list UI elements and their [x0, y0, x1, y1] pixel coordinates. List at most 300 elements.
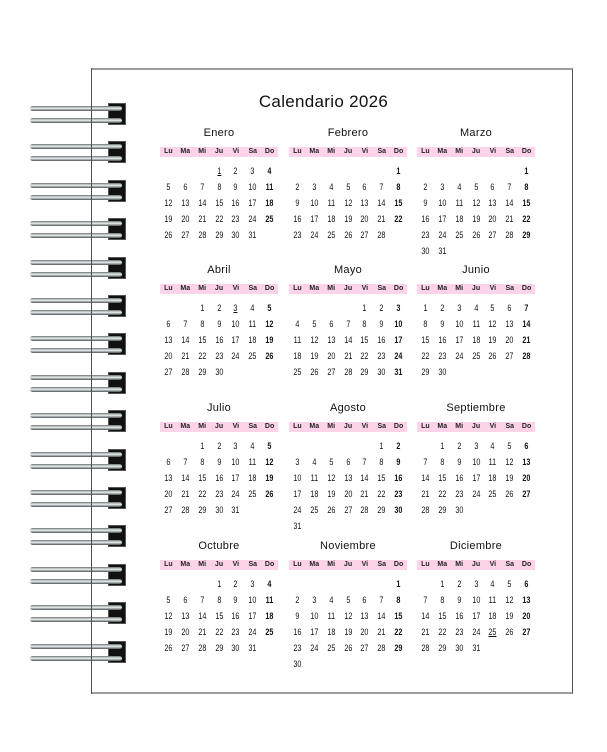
- weekday-label: Lu: [421, 423, 430, 430]
- day-cell: 29: [394, 643, 403, 653]
- binding-ring: [30, 220, 125, 240]
- day-cell: 28: [377, 643, 386, 653]
- weekday-header: [160, 560, 278, 570]
- day-cell: 25: [327, 643, 336, 653]
- day-cell: 26: [344, 643, 353, 653]
- day-cell: 26: [164, 230, 173, 240]
- day-cell: [503, 642, 516, 658]
- day-cell: 16: [394, 473, 403, 483]
- day-cell: 6: [524, 441, 529, 451]
- day-cell: 18: [488, 473, 497, 483]
- day-cell: 28: [181, 367, 190, 377]
- day-cell: 14: [181, 335, 190, 345]
- day-grid: [160, 578, 278, 658]
- day-cell: 19: [164, 627, 173, 637]
- day-cell: 27: [164, 367, 173, 377]
- weekday-label: Do: [521, 148, 532, 155]
- day-cell: [486, 366, 499, 382]
- day-cell: 4: [490, 441, 495, 451]
- weekday-label: Sa: [505, 285, 514, 292]
- weekday-label: Ju: [471, 561, 481, 568]
- day-cell: 10: [231, 319, 240, 329]
- day-cell: 19: [472, 214, 481, 224]
- day-cell: 3: [312, 182, 317, 192]
- day-cell: [324, 658, 337, 674]
- day-cell: 9: [295, 611, 300, 621]
- week-row: [417, 626, 535, 642]
- month-febrero: [289, 126, 407, 245]
- day-cell: 27: [327, 367, 336, 377]
- day-cell: 31: [394, 367, 403, 377]
- day-cell: 17: [310, 214, 319, 224]
- weekday-label: Vi: [232, 423, 240, 430]
- weekday-label: Ma: [180, 148, 191, 155]
- day-cell: [392, 520, 405, 536]
- day-cell: 14: [181, 473, 190, 483]
- day-grid: [289, 165, 407, 245]
- day-cell: 1: [217, 579, 222, 589]
- day-cell: [246, 366, 259, 382]
- day-cell: 18: [327, 627, 336, 637]
- day-cell: 8: [396, 595, 401, 605]
- weekday-label: Ju: [214, 423, 224, 430]
- day-cell: 12: [327, 473, 336, 483]
- week-row: [289, 504, 407, 520]
- day-cell: 5: [166, 182, 171, 192]
- month-name: Marzo: [459, 127, 493, 139]
- day-cell: 17: [310, 627, 319, 637]
- day-cell: [503, 366, 516, 382]
- day-cell: 9: [233, 182, 238, 192]
- ring-wire: [30, 221, 122, 226]
- day-cell: 15: [215, 611, 224, 621]
- weekday-label: Mi: [327, 148, 336, 155]
- day-cell: [162, 440, 175, 456]
- day-cell: 27: [522, 627, 531, 637]
- day-cell: 17: [248, 611, 257, 621]
- day-cell: 14: [198, 611, 207, 621]
- day-cell: 26: [488, 351, 497, 361]
- ring-wire: [30, 464, 122, 469]
- day-grid: [160, 440, 278, 520]
- weekday-label: Ma: [309, 285, 320, 292]
- weekday-label: Ma: [180, 561, 191, 568]
- day-cell: 21: [377, 627, 386, 637]
- week-row: [289, 440, 407, 456]
- week-row: [289, 366, 407, 382]
- weekday-label: Vi: [489, 148, 497, 155]
- month-name: Abril: [207, 264, 231, 276]
- weekday-label: Do: [521, 285, 532, 292]
- ring-wire: [30, 156, 122, 161]
- day-cell: 21: [421, 627, 430, 637]
- day-cell: 12: [265, 319, 274, 329]
- page-left-edge: [91, 68, 92, 694]
- week-row: [289, 578, 407, 594]
- day-cell: 28: [421, 643, 430, 653]
- week-row: [160, 642, 278, 658]
- weekday-label: Vi: [489, 285, 497, 292]
- day-cell: 1: [396, 166, 401, 176]
- week-row: [417, 456, 535, 472]
- weekday-header: [160, 422, 278, 432]
- day-cell: 10: [438, 198, 447, 208]
- day-cell: 4: [474, 303, 479, 313]
- day-cell: 3: [295, 457, 300, 467]
- ring-wire: [30, 617, 122, 622]
- day-cell: 18: [488, 611, 497, 621]
- week-row: [417, 197, 535, 213]
- day-cell: 19: [310, 351, 319, 361]
- week-row: [417, 350, 535, 366]
- day-cell: 10: [310, 611, 319, 621]
- weekday-label: Do: [264, 423, 275, 430]
- day-cell: [452, 245, 465, 261]
- month-name: Junio: [462, 264, 490, 276]
- week-row: [160, 213, 278, 229]
- day-cell: 1: [379, 441, 384, 451]
- binding-ring: [30, 643, 125, 663]
- day-cell: 23: [231, 627, 240, 637]
- day-cell: 3: [312, 595, 317, 605]
- day-cell: 24: [248, 214, 257, 224]
- day-cell: 5: [346, 182, 351, 192]
- ring-wire: [30, 310, 122, 315]
- day-cell: 30: [293, 659, 302, 669]
- day-cell: 27: [344, 505, 353, 515]
- ring-wire: [30, 413, 122, 418]
- day-cell: 5: [346, 595, 351, 605]
- day-cell: 6: [183, 182, 188, 192]
- day-cell: 17: [394, 335, 403, 345]
- day-cell: 29: [421, 367, 430, 377]
- weekday-label: Vi: [489, 561, 497, 568]
- day-cell: [520, 504, 533, 520]
- day-cell: 4: [295, 319, 300, 329]
- day-cell: 23: [438, 351, 447, 361]
- day-cell: 3: [250, 166, 255, 176]
- day-cell: 5: [267, 441, 272, 451]
- day-cell: 12: [488, 319, 497, 329]
- weekday-label: Ma: [180, 285, 191, 292]
- day-cell: 14: [198, 198, 207, 208]
- day-cell: 12: [505, 595, 514, 605]
- day-cell: 13: [164, 473, 173, 483]
- day-cell: 2: [217, 441, 222, 451]
- weekday-label: Ma: [437, 148, 448, 155]
- day-cell: 28: [522, 351, 531, 361]
- day-cell: [263, 504, 276, 520]
- day-cell: 22: [394, 627, 403, 637]
- week-row: [289, 520, 407, 536]
- day-cell: 14: [421, 473, 430, 483]
- week-row: [417, 504, 535, 520]
- day-cell: [375, 658, 388, 674]
- day-cell: 3: [457, 303, 462, 313]
- day-cell: 1: [440, 441, 445, 451]
- day-cell: [179, 302, 192, 318]
- day-cell: 21: [181, 351, 190, 361]
- week-row: [160, 488, 278, 504]
- day-cell: 31: [248, 643, 257, 653]
- day-cell: 8: [396, 182, 401, 192]
- weekday-label: Mi: [198, 285, 207, 292]
- week-row: [289, 610, 407, 626]
- day-cell: [375, 578, 388, 594]
- day-cell: 3: [474, 441, 479, 451]
- weekday-label: Ma: [309, 148, 320, 155]
- weekday-label: Sa: [248, 148, 257, 155]
- weekday-header: [417, 422, 535, 432]
- binding-ring: [30, 566, 125, 586]
- day-cell: 18: [265, 611, 274, 621]
- weekday-label: Lu: [164, 423, 173, 430]
- day-cell: [452, 366, 465, 382]
- day-cell: [358, 520, 371, 536]
- day-cell: 22: [198, 489, 207, 499]
- day-cell: 22: [438, 489, 447, 499]
- week-row: [417, 245, 535, 261]
- weekday-label: Mi: [327, 285, 336, 292]
- day-cell: 16: [455, 473, 464, 483]
- day-cell: [179, 165, 192, 181]
- month-name: Septiembre: [446, 402, 506, 414]
- day-cell: 8: [362, 319, 367, 329]
- day-cell: 24: [455, 351, 464, 361]
- day-cell: 7: [362, 457, 367, 467]
- day-cell: 16: [377, 335, 386, 345]
- weekday-label: Mi: [198, 423, 207, 430]
- week-row: [289, 165, 407, 181]
- weekday-label: Lu: [164, 561, 173, 568]
- month-octubre: [160, 539, 278, 658]
- day-cell: 2: [396, 441, 401, 451]
- day-cell: 20: [164, 489, 173, 499]
- ring-wire: [30, 118, 122, 123]
- day-grid: [417, 440, 535, 520]
- weekday-label: Do: [393, 285, 404, 292]
- day-cell: 24: [438, 230, 447, 240]
- day-cell: 2: [295, 595, 300, 605]
- day-cell: 24: [472, 627, 481, 637]
- day-cell: 23: [231, 214, 240, 224]
- weekday-label: Ma: [309, 423, 320, 430]
- binding-ring: [30, 335, 125, 355]
- day-cell: 9: [423, 198, 428, 208]
- binding-ring: [30, 604, 125, 624]
- ring-wire: [30, 298, 122, 303]
- day-cell: 5: [329, 457, 334, 467]
- weekday-label: Mi: [198, 148, 207, 155]
- week-row: [289, 197, 407, 213]
- ring-wire: [30, 567, 122, 572]
- day-cell: 24: [310, 643, 319, 653]
- weekday-label: Do: [264, 148, 275, 155]
- day-cell: 27: [360, 643, 369, 653]
- day-cell: 8: [200, 319, 205, 329]
- day-cell: 21: [421, 489, 430, 499]
- day-cell: 30: [231, 643, 240, 653]
- day-cell: 17: [472, 473, 481, 483]
- ring-wire: [30, 540, 122, 545]
- day-cell: 13: [488, 198, 497, 208]
- day-cell: 9: [295, 198, 300, 208]
- week-row: [417, 366, 535, 382]
- day-cell: 18: [265, 198, 274, 208]
- week-row: [289, 181, 407, 197]
- weekday-label: Ma: [437, 561, 448, 568]
- month-name: Mayo: [333, 264, 363, 276]
- day-cell: 29: [215, 230, 224, 240]
- day-cell: 14: [505, 198, 514, 208]
- week-row: [160, 594, 278, 610]
- day-cell: [291, 578, 304, 594]
- week-row: [160, 229, 278, 245]
- day-cell: 27: [181, 643, 190, 653]
- weekday-label: Lu: [293, 423, 302, 430]
- day-cell: [520, 366, 533, 382]
- day-cell: 23: [455, 627, 464, 637]
- day-cell: [436, 165, 449, 181]
- weekday-label: Ma: [437, 423, 448, 430]
- ring-wire: [30, 144, 122, 149]
- day-cell: 26: [310, 367, 319, 377]
- day-cell: 14: [522, 319, 531, 329]
- month-enero: [160, 126, 278, 245]
- day-cell: [291, 302, 304, 318]
- week-row: [289, 488, 407, 504]
- week-row: [160, 440, 278, 456]
- binding-ring: [30, 374, 125, 394]
- day-cell: 9: [457, 595, 462, 605]
- ring-wire: [30, 272, 122, 277]
- weekday-header: [417, 284, 535, 294]
- weekday-label: Vi: [361, 285, 369, 292]
- day-cell: [486, 165, 499, 181]
- day-cell: 10: [310, 198, 319, 208]
- day-cell: [358, 658, 371, 674]
- day-cell: 21: [344, 351, 353, 361]
- binding-ring: [30, 143, 125, 163]
- day-cell: 14: [421, 611, 430, 621]
- day-cell: 21: [377, 214, 386, 224]
- weekday-label: Do: [393, 423, 404, 430]
- day-cell: 15: [198, 473, 207, 483]
- day-cell: 15: [438, 611, 447, 621]
- day-cell: 2: [457, 441, 462, 451]
- day-cell: 15: [215, 198, 224, 208]
- day-cell: 17: [248, 198, 257, 208]
- day-cell: 25: [455, 230, 464, 240]
- weekday-label: Ju: [343, 561, 353, 568]
- binding-ring: [30, 105, 125, 125]
- day-cell: 2: [440, 303, 445, 313]
- day-cell: 2: [457, 579, 462, 589]
- day-cell: [358, 440, 371, 456]
- weekday-label: Lu: [421, 148, 430, 155]
- weekday-label: Ju: [343, 423, 353, 430]
- day-cell: 28: [360, 505, 369, 515]
- day-cell: 4: [457, 182, 462, 192]
- day-cell: 16: [421, 214, 430, 224]
- weekday-header: [160, 147, 278, 157]
- day-cell: 21: [505, 214, 514, 224]
- weekday-header: [160, 284, 278, 294]
- day-cell: 26: [505, 627, 514, 637]
- day-cell: 11: [489, 457, 497, 467]
- week-row: [160, 504, 278, 520]
- week-row: [289, 334, 407, 350]
- day-cell: 17: [293, 489, 302, 499]
- week-row: [289, 229, 407, 245]
- day-cell: 8: [200, 457, 205, 467]
- day-cell: 19: [265, 473, 274, 483]
- weekday-label: Sa: [377, 285, 386, 292]
- day-cell: 20: [344, 489, 353, 499]
- day-cell: 24: [231, 489, 240, 499]
- day-cell: 15: [438, 473, 447, 483]
- day-cell: 9: [440, 319, 445, 329]
- day-grid: [160, 165, 278, 245]
- day-cell: 5: [507, 441, 512, 451]
- day-grid: [289, 578, 407, 674]
- day-cell: 16: [293, 627, 302, 637]
- day-cell: 10: [455, 319, 464, 329]
- ring-wire: [30, 195, 122, 200]
- weekday-label: Vi: [232, 561, 240, 568]
- day-cell: 29: [377, 505, 386, 515]
- day-cell: 1: [440, 579, 445, 589]
- day-cell: 31: [438, 246, 447, 256]
- day-cell: 5: [474, 182, 479, 192]
- day-cell: 23: [394, 489, 403, 499]
- binding-ring: [30, 527, 125, 547]
- day-cell: [162, 302, 175, 318]
- day-cell: 9: [233, 595, 238, 605]
- day-cell: 6: [166, 319, 171, 329]
- day-cell: 6: [362, 595, 367, 605]
- day-cell: 30: [377, 367, 386, 377]
- day-cell: 2: [233, 166, 238, 176]
- month-name: Diciembre: [449, 540, 503, 552]
- day-cell: 6: [166, 457, 171, 467]
- day-cell: 13: [327, 335, 336, 345]
- weekday-label: Sa: [248, 285, 257, 292]
- day-grid: [417, 578, 535, 658]
- day-cell: 7: [200, 182, 205, 192]
- week-row: [160, 318, 278, 334]
- month-name: Julio: [206, 402, 232, 414]
- day-cell: 10: [472, 595, 481, 605]
- weekday-label: Ju: [214, 285, 224, 292]
- day-cell: 28: [344, 367, 353, 377]
- day-cell: 15: [394, 611, 403, 621]
- weekday-label: Vi: [489, 423, 497, 430]
- day-cell: 20: [360, 214, 369, 224]
- day-cell: [195, 165, 208, 181]
- weekday-label: Ju: [343, 148, 353, 155]
- day-cell: [419, 440, 432, 456]
- day-cell: 31: [231, 505, 240, 515]
- day-cell: 20: [522, 473, 531, 483]
- day-cell: 8: [379, 457, 384, 467]
- day-cell: 8: [217, 182, 222, 192]
- ring-wire: [30, 579, 122, 584]
- day-cell: 17: [438, 214, 447, 224]
- day-cell: 12: [164, 611, 173, 621]
- day-cell: 9: [379, 319, 384, 329]
- ring-wire: [30, 387, 122, 392]
